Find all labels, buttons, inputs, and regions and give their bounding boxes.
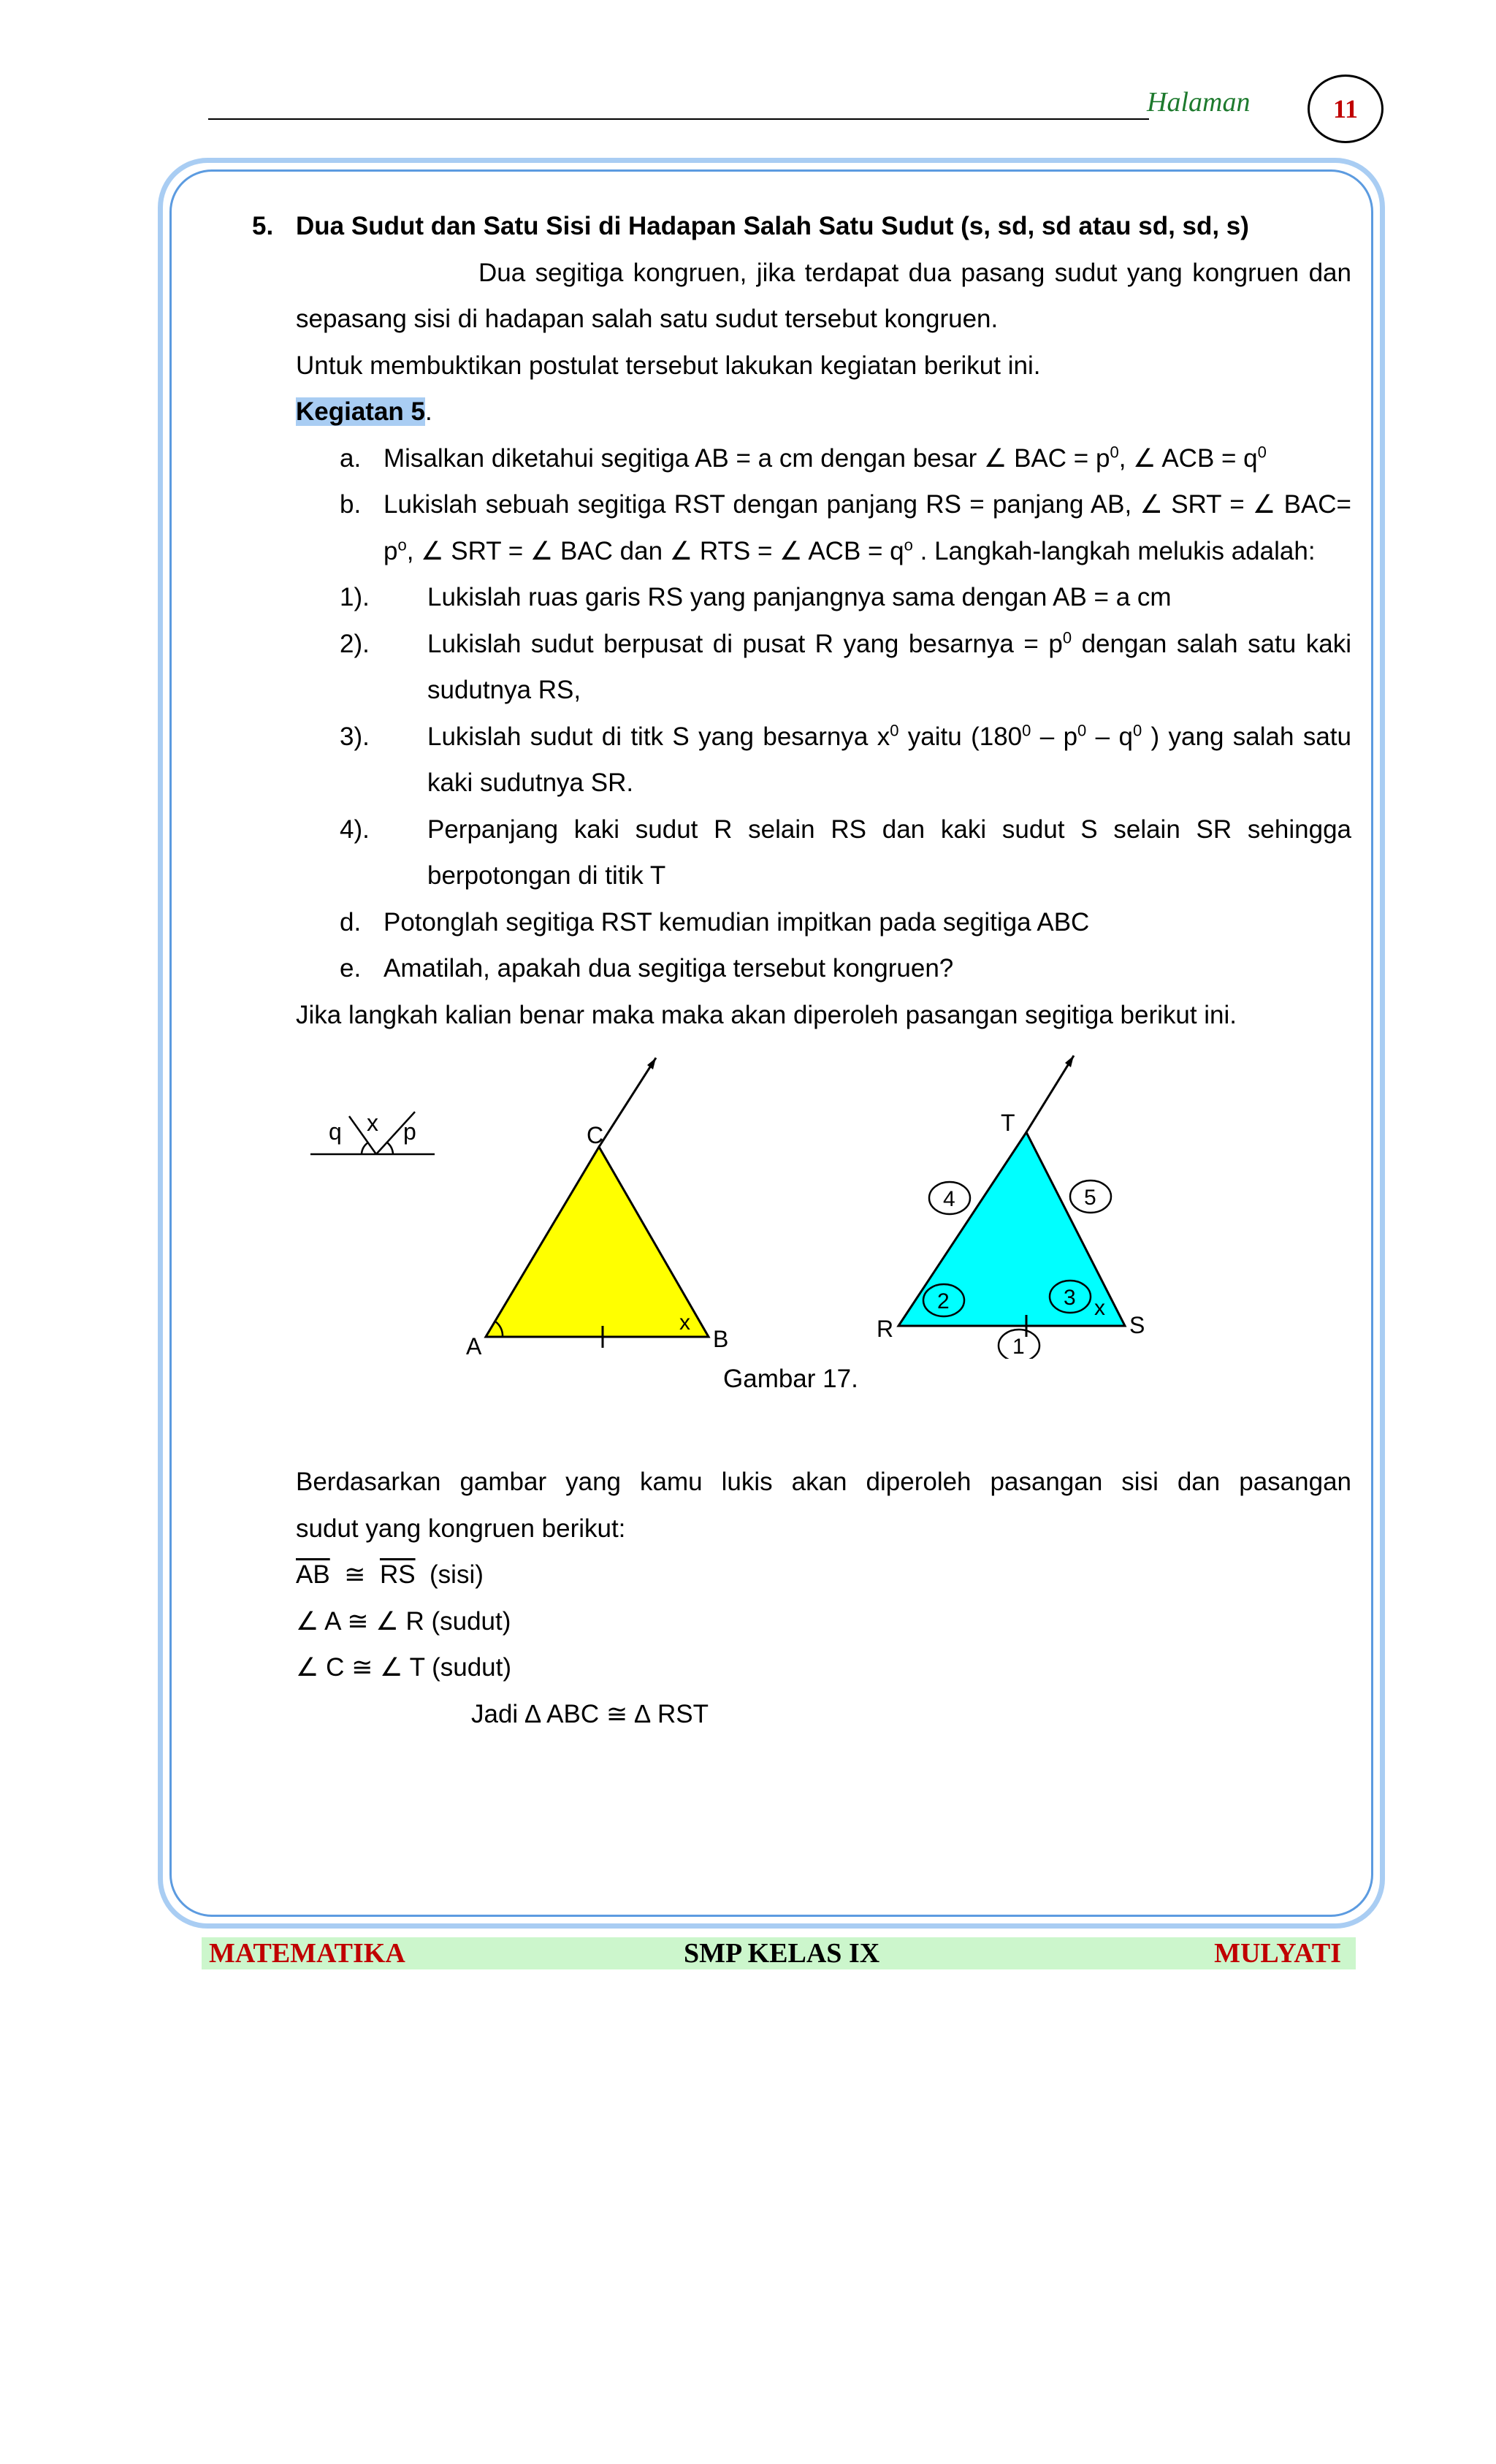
step-number-3: 3 bbox=[1064, 1286, 1076, 1310]
figure-caption: Gambar 17. bbox=[723, 1365, 858, 1393]
main-content bbox=[252, 203, 1351, 1038]
sketch-label-q: q bbox=[329, 1118, 342, 1145]
step-number-1: 1 bbox=[1012, 1335, 1025, 1359]
step-a: a. Misalkan diketahui segitiga AB = a cm dengan besar ∠ BAC = $p^0$, ∠ ACB = $q^0$ bbox=[340, 442, 1267, 473]
angle-b-x: x bbox=[679, 1311, 690, 1335]
page-number: 11 bbox=[1332, 94, 1358, 123]
header-rule bbox=[208, 118, 1149, 120]
conclusion-line-1: Berdasarkan gambar yang kamu lukis akan diperoleh pasangan sisi dan pasangan bbox=[296, 1468, 1351, 1496]
vertex-s: S bbox=[1129, 1312, 1145, 1338]
halaman-label: Halaman bbox=[1147, 87, 1251, 118]
intro-paragraph bbox=[252, 250, 1351, 435]
substep-4: 4). Perpanjang kaki sudut R selain RS dan kaki sudut S selain SR sehingga berpotongan di titik T bbox=[340, 815, 1351, 890]
vertex-c: C bbox=[587, 1122, 604, 1148]
conclusion-statement: Jadi ∆ ABC ≅ ∆ RST bbox=[471, 1699, 709, 1728]
conclusion-section bbox=[296, 1459, 1351, 1737]
side-congruence: $\overline{AB}$ ≅ $\overline{RS}$ (sisi) bbox=[296, 1560, 484, 1589]
angle-s-x: x bbox=[1094, 1296, 1105, 1320]
vertex-b: B bbox=[713, 1326, 729, 1352]
substep-2: 2). Lukislah sudut berpusat di pusat R yang besarnya = $p^0$ dengan salah satu kaki sudutnya RS, bbox=[340, 628, 1351, 704]
step-b: b. Lukislah sebuah segitiga RST dengan panjang RS = panjang AB, ∠ SRT = ∠ BAC= $p^o$, ∠ SRT = ∠ BAC dan ∠ RTS = ∠ ACB = $q^o$ . Langkah-langkah melukis adalah: bbox=[340, 490, 1351, 565]
ray-ac-extension bbox=[599, 1058, 656, 1147]
section-number: 5. bbox=[252, 212, 274, 240]
footer-class: SMP KELAS IX bbox=[684, 1938, 880, 1969]
vertex-a: A bbox=[466, 1333, 482, 1359]
page-footer bbox=[202, 1937, 1356, 1969]
step-number-4: 4 bbox=[943, 1187, 955, 1211]
intro-line-2: sepasang sisi di hadapan salah satu sudut tersebut kongruen. bbox=[296, 305, 999, 333]
result-line: Jika langkah kalian benar maka maka akan diperoleh pasangan segitiga berikut ini. bbox=[296, 1000, 1237, 1029]
step-e: e. Amatilah, apakah dua segitiga tersebut kongruen? bbox=[340, 954, 954, 983]
triangle-figure bbox=[307, 1052, 1169, 1359]
kegiatan-label: Kegiatan 5 bbox=[296, 397, 425, 426]
sketch-label-x: x bbox=[367, 1110, 378, 1136]
ray-rt-extension bbox=[1026, 1056, 1074, 1132]
prove-line: Untuk membuktikan postulat tersebut lakukan kegiatan berikut ini. bbox=[296, 351, 1041, 380]
footer-subject: MATEMATIKA bbox=[209, 1938, 405, 1969]
step-number-2: 2 bbox=[937, 1289, 950, 1313]
vertex-r: R bbox=[877, 1316, 894, 1342]
sketch-label-p: p bbox=[403, 1118, 416, 1145]
triangle-abc bbox=[486, 1147, 709, 1337]
vertex-t: T bbox=[1001, 1110, 1015, 1136]
page-number-badge bbox=[1308, 75, 1384, 143]
footer-author: MULYATI bbox=[1214, 1938, 1341, 1969]
angle-congruence-1: ∠ A ≅ ∠ R (sudut) bbox=[296, 1606, 511, 1636]
substep-1: 1). Lukislah ruas garis RS yang panjangnya sama dengan AB = a cm bbox=[340, 583, 1172, 611]
substep-3: 3). Lukislah sudut di titk S yang besarnya $x^0$ yaitu ($180^0 - p^0 - q^0$ ) yang salah satu kaki sudutnya SR. bbox=[340, 720, 1351, 797]
step-d: d. Potonglah segitiga RST kemudian impitkan pada segitiga ABC bbox=[340, 907, 1090, 937]
section-heading bbox=[252, 203, 1351, 250]
intro-line-1: Dua segitiga kongruen, jika terdapat dua pasang sudut yang kongruen dan bbox=[478, 258, 1351, 287]
section-title: Dua Sudut dan Satu Sisi di Hadapan Salah Satu Sudut (s, sd, sd atau sd, sd, s) bbox=[296, 212, 1249, 240]
conclusion-line-2: sudut yang kongruen berikut: bbox=[296, 1514, 626, 1543]
kegiatan-heading: Kegiatan 5. bbox=[296, 397, 432, 426]
angle-congruence-2: ∠ C ≅ ∠ T (sudut) bbox=[296, 1653, 512, 1682]
step-number-5: 5 bbox=[1084, 1186, 1096, 1210]
